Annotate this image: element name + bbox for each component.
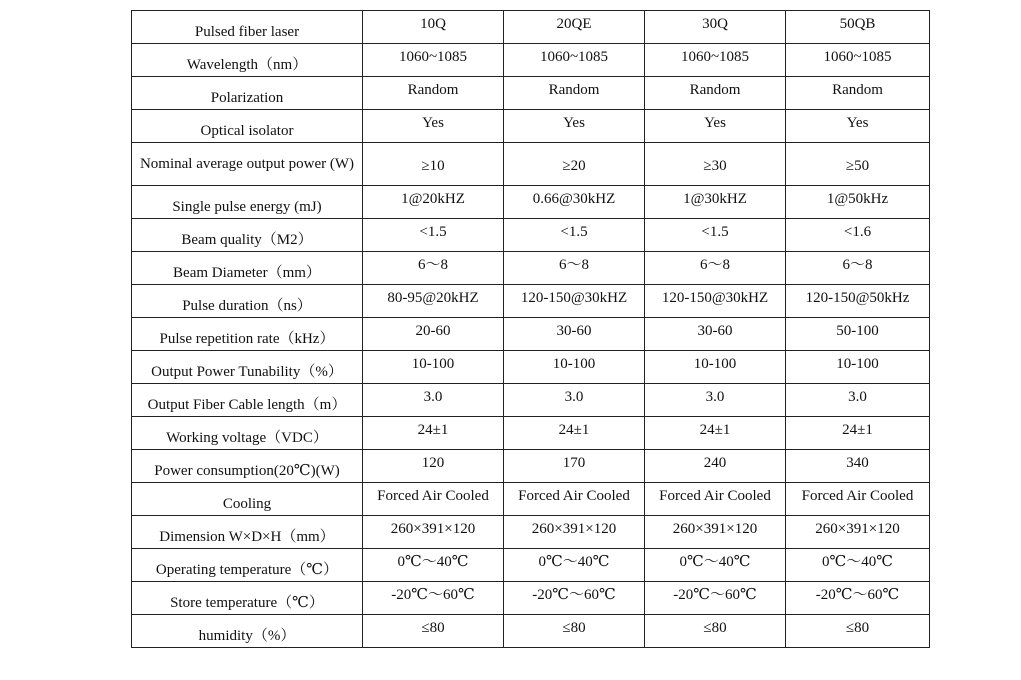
cell-value: Forced Air Cooled (377, 487, 489, 504)
cell-value: 3.0 (564, 388, 584, 405)
value-cell (645, 219, 786, 252)
cell-value: 1060~1085 (539, 48, 609, 65)
cell-value: 0℃～40℃ (821, 553, 894, 570)
cell-value: 1060~1085 (398, 48, 468, 65)
value-cell (504, 483, 645, 516)
value-cell (363, 143, 504, 186)
cell-value: Yes (422, 114, 444, 131)
value-cell (363, 77, 504, 110)
table-row (132, 110, 930, 143)
cell-value: ≥20 (562, 157, 586, 174)
cell-value: ≥30 (703, 157, 727, 174)
cell-value: Yes (704, 114, 726, 131)
table-row (132, 351, 930, 384)
cell-value: 10-100 (552, 355, 596, 372)
value-cell (645, 252, 786, 285)
cell-value: 6～8 (842, 256, 873, 273)
value-cell (504, 219, 645, 252)
table-row (132, 483, 930, 516)
cell-value: 30-60 (556, 322, 592, 339)
value-cell (504, 549, 645, 582)
row-label-cell (132, 483, 363, 516)
value-cell (363, 318, 504, 351)
value-cell (363, 450, 504, 483)
value-cell (363, 384, 504, 417)
value-cell (363, 615, 504, 648)
row-label: Single pulse energy (mJ) (172, 198, 322, 215)
cell-value: 120-150@30kHZ (520, 289, 628, 306)
model-name: 10Q (420, 15, 446, 32)
row-label: Store temperature（℃） (170, 594, 324, 611)
value-cell (504, 143, 645, 186)
cell-value: 10-100 (411, 355, 455, 372)
row-label-cell (132, 318, 363, 351)
value-cell (786, 483, 930, 516)
value-cell (504, 252, 645, 285)
value-cell (363, 44, 504, 77)
row-label: Pulse duration（ns） (182, 297, 312, 314)
model-cell (363, 11, 504, 44)
value-cell (645, 549, 786, 582)
cell-value: ≤80 (845, 619, 870, 636)
cell-value: 0℃～40℃ (397, 553, 469, 570)
cell-value: Forced Air Cooled (659, 487, 771, 504)
cell-value: 10-100 (836, 355, 879, 372)
value-cell (504, 582, 645, 615)
cell-value: 1@20kHZ (401, 190, 465, 207)
table-row (132, 549, 930, 582)
value-cell (645, 143, 786, 186)
cell-value: 170 (562, 454, 586, 471)
value-cell (504, 615, 645, 648)
row-label: Wavelength（nm） (186, 56, 308, 73)
table-row (132, 450, 930, 483)
value-cell (786, 351, 930, 384)
row-label: Output Fiber Cable length（m） (147, 396, 347, 413)
cell-value: Random (548, 81, 600, 98)
cell-value: 120-150@50kHz (805, 289, 910, 306)
cell-value: -20℃～60℃ (815, 586, 900, 603)
row-label: Optical isolator (200, 122, 294, 139)
table-row (132, 615, 930, 648)
value-cell (786, 219, 930, 252)
row-label-cell (132, 44, 363, 77)
cell-value: Forced Air Cooled (518, 487, 630, 504)
cell-value: <1.5 (419, 223, 447, 240)
table-row (132, 417, 930, 450)
value-cell (645, 417, 786, 450)
value-cell (786, 318, 930, 351)
row-label-cell (132, 285, 363, 318)
value-cell (786, 549, 930, 582)
cell-value: 0.66@30kHZ (532, 190, 616, 207)
row-label-cell (132, 384, 363, 417)
row-label-cell (132, 252, 363, 285)
value-cell (786, 110, 930, 143)
row-label-cell (132, 110, 363, 143)
value-cell (645, 285, 786, 318)
row-label-cell (132, 143, 363, 186)
value-cell (504, 186, 645, 219)
table-row (132, 318, 930, 351)
value-cell (645, 582, 786, 615)
value-cell (363, 285, 504, 318)
model-cell (504, 11, 645, 44)
cell-value: 50-100 (836, 322, 879, 339)
table-row (132, 186, 930, 219)
cell-value: 260×391×120 (390, 520, 476, 537)
value-cell (645, 615, 786, 648)
value-cell (645, 186, 786, 219)
cell-value: 3.0 (705, 388, 725, 405)
value-cell (504, 318, 645, 351)
header-row (132, 11, 930, 44)
value-cell (786, 384, 930, 417)
spec-table-body (132, 11, 930, 648)
row-label: Cooling (222, 495, 272, 512)
cell-value: Yes (563, 114, 585, 131)
cell-value: Yes (846, 114, 869, 131)
row-label-cell (132, 351, 363, 384)
cell-value: Random (689, 81, 741, 98)
row-label-cell (132, 77, 363, 110)
row-label: Beam Diameter（mm） (173, 264, 321, 281)
cell-value: <1.5 (560, 223, 588, 240)
value-cell (645, 450, 786, 483)
cell-value: ≥50 (845, 157, 870, 174)
row-label: Output Power Tunability（%） (151, 363, 343, 380)
row-label-cell (132, 186, 363, 219)
row-label-cell (132, 549, 363, 582)
header-label-cell (132, 11, 363, 44)
cell-value: -20℃～60℃ (532, 586, 616, 603)
cell-value: ≤80 (562, 619, 586, 636)
value-cell (645, 77, 786, 110)
value-cell (786, 615, 930, 648)
model-name: 50QB (839, 15, 876, 32)
model-name: 20QE (556, 15, 592, 32)
value-cell (504, 384, 645, 417)
value-cell (363, 549, 504, 582)
cell-value: 6～8 (417, 256, 448, 273)
value-cell (645, 351, 786, 384)
value-cell (504, 417, 645, 450)
cell-value: -20℃～60℃ (391, 586, 475, 603)
cell-value: 6～8 (558, 256, 589, 273)
row-label: Beam quality（M2） (181, 231, 313, 248)
cell-value: 260×391×120 (815, 520, 900, 537)
cell-value: 30-60 (697, 322, 733, 339)
row-label: Nominal average output power (W) (139, 155, 355, 172)
cell-value: Random (407, 81, 459, 98)
cell-value: 3.0 (848, 388, 867, 405)
value-cell (363, 351, 504, 384)
spec-table (131, 10, 930, 648)
table-row (132, 285, 930, 318)
value-cell (786, 285, 930, 318)
cell-value: ≥10 (421, 157, 445, 174)
value-cell (786, 417, 930, 450)
cell-value: 1060~1085 (680, 48, 750, 65)
row-label-cell (132, 450, 363, 483)
value-cell (363, 417, 504, 450)
value-cell (786, 582, 930, 615)
row-label: Working voltage（VDC） (166, 429, 328, 446)
cell-value: 3.0 (423, 388, 443, 405)
value-cell (786, 252, 930, 285)
value-cell (363, 516, 504, 549)
value-cell (645, 516, 786, 549)
row-label-cell (132, 582, 363, 615)
row-label-cell (132, 417, 363, 450)
cell-value: 24±1 (558, 421, 590, 438)
cell-value: ≤80 (703, 619, 727, 636)
cell-value: 120 (421, 454, 445, 471)
value-cell (786, 450, 930, 483)
value-cell (786, 44, 930, 77)
cell-value: 24±1 (699, 421, 731, 438)
value-cell (363, 110, 504, 143)
value-cell (504, 110, 645, 143)
header-label: Pulsed fiber laser (194, 23, 300, 40)
row-label-cell (132, 516, 363, 549)
cell-value: 6～8 (699, 256, 730, 273)
value-cell (645, 110, 786, 143)
value-cell (504, 351, 645, 384)
cell-value: 0℃～40℃ (538, 553, 610, 570)
cell-value: 260×391×120 (672, 520, 758, 537)
value-cell (786, 186, 930, 219)
model-cell (786, 11, 930, 44)
value-cell (786, 143, 930, 186)
model-name: 30Q (702, 15, 728, 32)
cell-value: 1060~1085 (823, 48, 892, 65)
value-cell (645, 384, 786, 417)
value-cell (504, 285, 645, 318)
table-row (132, 516, 930, 549)
cell-value: 340 (846, 454, 869, 471)
spec-table-container (131, 10, 929, 648)
cell-value: 0℃～40℃ (679, 553, 751, 570)
value-cell (363, 186, 504, 219)
cell-value: 240 (703, 454, 727, 471)
cell-value: <1.5 (701, 223, 729, 240)
cell-value: 10-100 (693, 355, 737, 372)
cell-value: ≤80 (421, 619, 445, 636)
cell-value: 1@30kHZ (683, 190, 747, 207)
value-cell (363, 483, 504, 516)
value-cell (645, 483, 786, 516)
value-cell (645, 44, 786, 77)
row-label: Polarization (210, 89, 284, 106)
row-label-cell (132, 219, 363, 252)
row-label-cell (132, 615, 363, 648)
cell-value: <1.6 (843, 223, 872, 240)
value-cell (504, 516, 645, 549)
model-cell (645, 11, 786, 44)
cell-value: -20℃～60℃ (673, 586, 757, 603)
table-row (132, 252, 930, 285)
value-cell (504, 77, 645, 110)
cell-value: 24±1 (842, 421, 873, 438)
row-label: Dimension W×D×H（mm） (159, 528, 335, 545)
table-row (132, 44, 930, 77)
cell-value: Forced Air Cooled (801, 487, 914, 504)
value-cell (504, 450, 645, 483)
table-row (132, 77, 930, 110)
cell-value: 260×391×120 (531, 520, 617, 537)
value-cell (786, 516, 930, 549)
value-cell (363, 252, 504, 285)
row-label: Pulse repetition rate（kHz） (159, 330, 335, 347)
cell-value: 20-60 (415, 322, 451, 339)
value-cell (786, 77, 930, 110)
table-row (132, 384, 930, 417)
value-cell (645, 318, 786, 351)
table-row (132, 219, 930, 252)
row-label: Operating temperature（℃） (155, 561, 339, 578)
table-row (132, 143, 930, 186)
row-label: Power consumption(20℃)(W) (154, 462, 340, 479)
cell-value: 80-95@20kHZ (387, 289, 479, 306)
cell-value: 1@50kHz (826, 190, 889, 207)
cell-value: 120-150@30kHZ (661, 289, 769, 306)
row-label: humidity（%） (198, 627, 296, 644)
table-row (132, 582, 930, 615)
cell-value: 24±1 (417, 421, 449, 438)
cell-value: Random (832, 81, 883, 98)
value-cell (363, 219, 504, 252)
value-cell (363, 582, 504, 615)
value-cell (504, 44, 645, 77)
